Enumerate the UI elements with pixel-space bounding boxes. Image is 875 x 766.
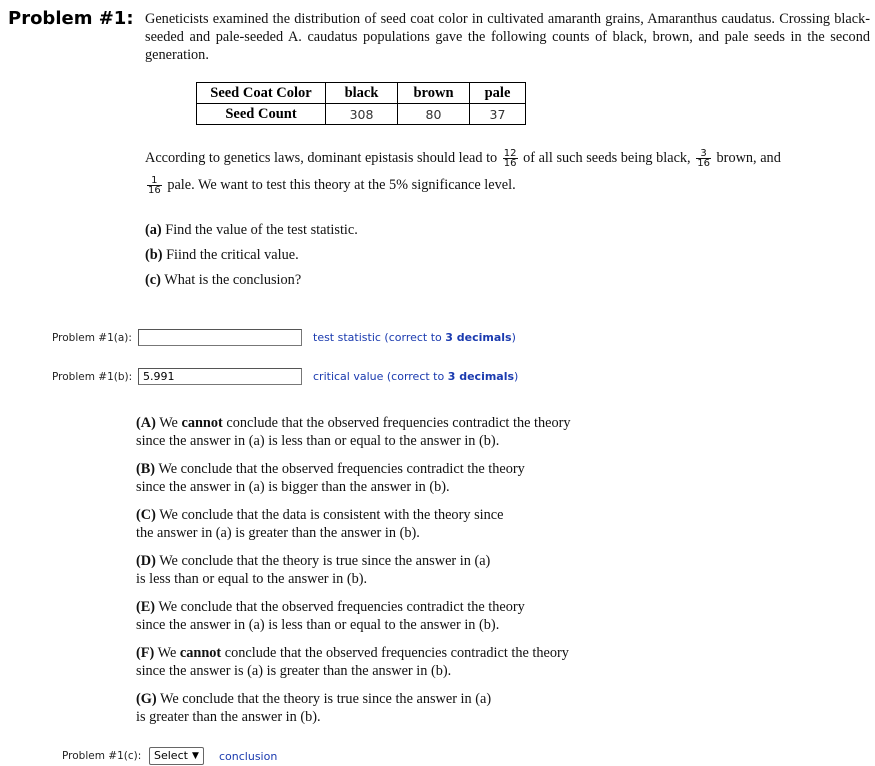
hint-text: )	[511, 331, 516, 344]
theory-text: According to genetics laws, dominant epistasis should lead to	[145, 150, 498, 166]
table-cell: 308	[326, 104, 398, 125]
table-cell: 80	[398, 104, 470, 125]
fraction	[696, 149, 711, 168]
option-text-line2: since the answer in (a) is less than or equal to the answer in (b).	[136, 617, 500, 633]
critical-value-input[interactable]	[138, 368, 302, 385]
theory-paragraph	[145, 145, 870, 199]
option-text-line2: is greater than the answer in (b).	[136, 709, 321, 725]
answer-c-label: Problem #1(c):	[62, 750, 142, 762]
table-header-cell: pale	[470, 83, 526, 104]
option-text: We conclude that the observed frequencies contradict the theory	[158, 599, 525, 615]
theory-text: pale. We want to test this theory at the 5% significance level.	[167, 177, 516, 193]
hint-text: test statistic (correct to	[313, 331, 442, 344]
option-text-line2: since the answer in (a) is bigger than the answer in (b).	[136, 479, 450, 495]
option-text: We conclude that the observed frequencies contradict the theory	[158, 461, 525, 477]
problem-heading: Problem #1:	[8, 8, 134, 29]
conclusion-hint: conclusion	[219, 750, 278, 763]
option-text: conclude that the observed frequencies contradict the theory	[226, 415, 571, 431]
hint-bold: 3 decimals	[445, 331, 512, 344]
option-text: We conclude that the theory is true since the answer in (a)	[159, 691, 492, 707]
part-c-question	[145, 272, 301, 289]
problem-intro: Geneticists examined the distribution of seed coat color in cultivated amaranth grains, Amaranthus caudatus. Crossing black-seeded and pale-seeded A. caudatus populations gave the following counts of black, brown, and pale seeds in the second generation.	[145, 11, 870, 63]
option-text: We	[159, 415, 178, 431]
critical-value-hint	[313, 370, 518, 383]
option-letter: (C)	[136, 507, 156, 523]
option-a	[136, 414, 636, 450]
option-letter: (B)	[136, 461, 156, 477]
option-letter: (D)	[136, 553, 156, 569]
test-statistic-hint	[313, 331, 516, 344]
fraction-numerator: 3	[696, 149, 711, 159]
answer-a-label: Problem #1(a):	[52, 332, 132, 344]
conclusion-select[interactable]	[149, 747, 204, 765]
option-c	[136, 506, 636, 542]
theory-text: brown, and	[716, 150, 781, 166]
option-g	[136, 690, 636, 726]
fraction-numerator: 1	[147, 176, 162, 186]
part-text: Fiind the critical value.	[166, 247, 299, 263]
option-text: We conclude that the data is consistent with the theory since	[159, 507, 504, 523]
hint-bold: 3 decimals	[447, 370, 515, 383]
table-cell: 37	[470, 104, 526, 125]
chevron-down-icon: ▼	[191, 751, 199, 761]
seed-count-table	[196, 82, 526, 125]
option-e	[136, 598, 636, 634]
option-f	[136, 644, 636, 680]
option-letter: (E)	[136, 599, 156, 615]
part-text: Find the value of the test statistic.	[165, 222, 358, 238]
table-row-label: Seed Count	[197, 104, 326, 125]
option-letter: (F)	[136, 645, 155, 661]
option-text-line2: is less than or equal to the answer in (b).	[136, 571, 368, 587]
answer-b-label: Problem #1(b):	[52, 371, 133, 383]
option-text: conclude that the observed frequencies contradict the theory	[224, 645, 569, 661]
part-label: (a)	[145, 222, 162, 238]
fraction-denominator: 16	[503, 158, 517, 170]
part-a-question	[145, 222, 358, 239]
option-text: We	[157, 645, 177, 661]
option-b	[136, 460, 636, 496]
fraction-denominator: 16	[148, 185, 161, 197]
fraction	[503, 149, 518, 168]
theory-text: of all such seeds being black,	[523, 150, 691, 166]
fraction-denominator: 16	[697, 158, 710, 170]
option-text-line2: the answer in (a) is greater than the answer in (b).	[136, 525, 420, 541]
option-text-line2: since the answer is (a) is greater than the answer in (b).	[136, 663, 452, 679]
table-header-cell: Seed Coat Color	[197, 83, 326, 104]
option-text: We conclude that the theory is true since the answer in (a)	[159, 553, 491, 569]
table-header-cell: brown	[398, 83, 470, 104]
test-statistic-input[interactable]	[138, 329, 302, 346]
part-b-question	[145, 247, 299, 264]
option-text-line2: since the answer in (a) is less than or equal to the answer in (b).	[136, 433, 500, 449]
part-label: (c)	[145, 272, 161, 288]
fraction-numerator: 12	[503, 148, 517, 160]
option-letter: (G)	[136, 691, 157, 707]
part-label: (b)	[145, 247, 163, 263]
select-value: Select	[154, 749, 188, 762]
part-text: What is the conclusion?	[164, 272, 302, 288]
table-header-cell: black	[326, 83, 398, 104]
option-d	[136, 552, 636, 588]
table-header-row	[197, 83, 526, 104]
option-bold: cannot	[179, 645, 222, 661]
option-letter: (A)	[136, 415, 156, 431]
hint-text: )	[514, 370, 519, 383]
hint-text: critical value (correct to	[313, 370, 445, 383]
table-row	[197, 104, 526, 125]
fraction	[147, 176, 162, 195]
option-bold: cannot	[181, 415, 223, 431]
